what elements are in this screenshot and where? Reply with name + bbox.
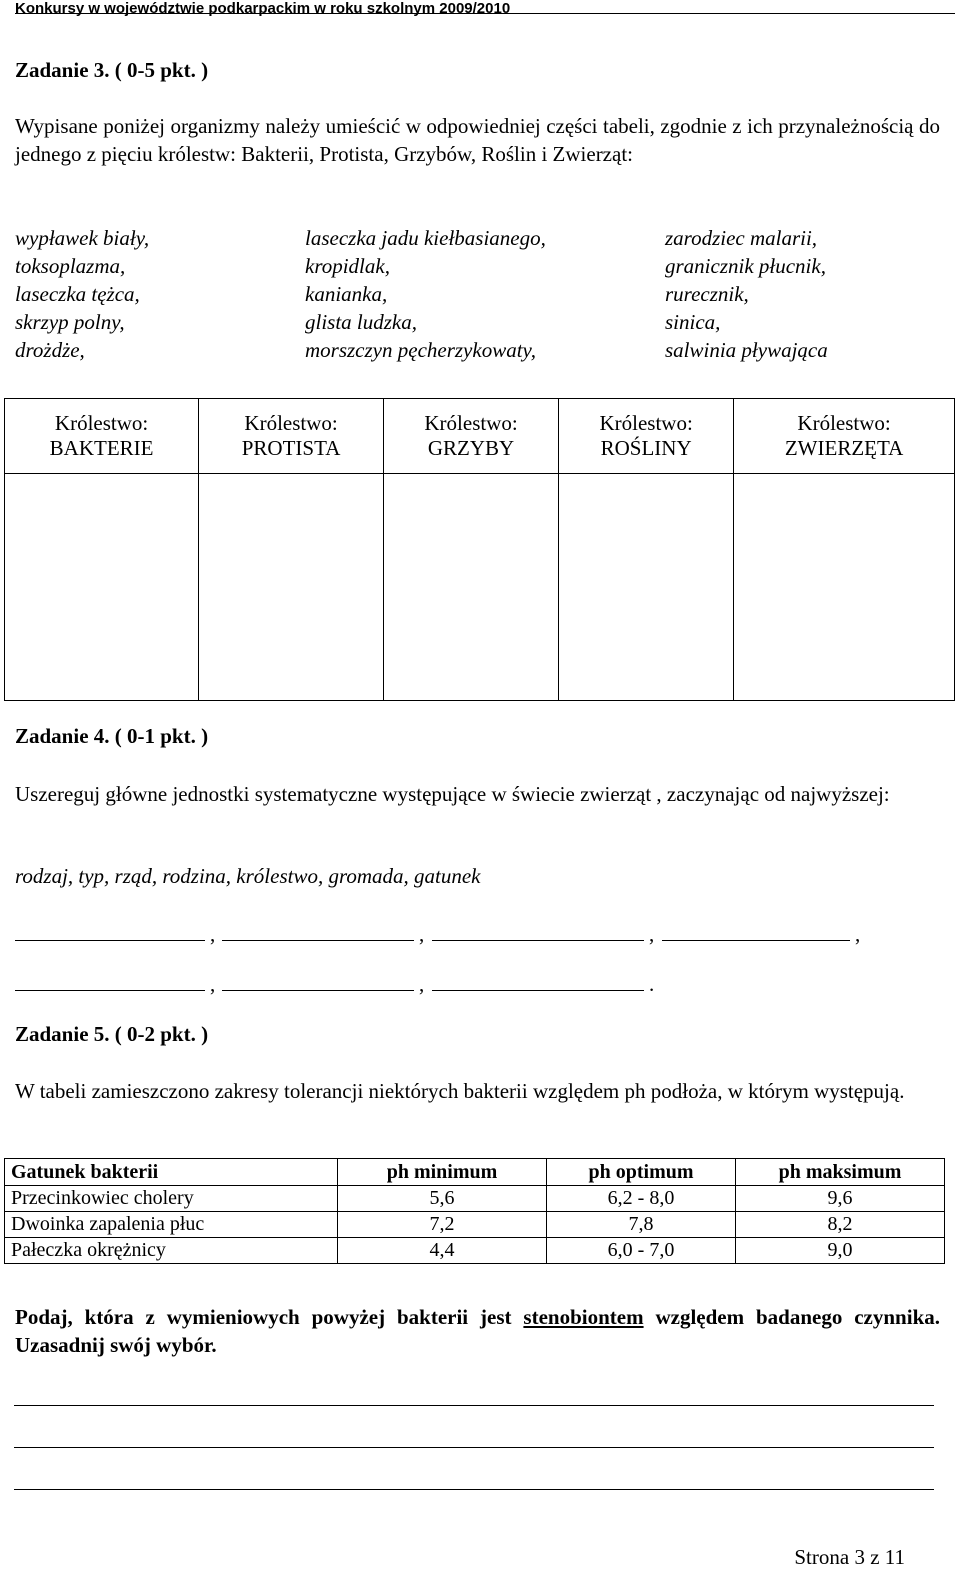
kingdom-header-protista: Królestwo: PROTISTA: [199, 399, 384, 474]
table-cell: Dwoinka zapalenia płuc: [5, 1212, 338, 1238]
table-row: [5, 1186, 945, 1212]
answer-blank[interactable]: [15, 940, 205, 941]
column-header: ph optimum: [547, 1159, 736, 1186]
table-cell: 7,8: [547, 1212, 736, 1238]
comma: ,: [419, 922, 425, 946]
comma: ,: [855, 922, 861, 946]
organism: wypławek biały,: [15, 226, 150, 250]
answer-blank[interactable]: [432, 990, 644, 991]
column-header: ph minimum: [338, 1159, 547, 1186]
answer-line[interactable]: [14, 1489, 934, 1490]
answer-blank[interactable]: [222, 940, 414, 941]
answer-cell-rosliny[interactable]: [559, 474, 734, 701]
answer-cell-protista[interactable]: [199, 474, 384, 701]
kingdom-header-bakterie: Królestwo: BAKTERIE: [5, 399, 199, 474]
table-row: [5, 1238, 945, 1264]
table-cell: 7,2: [338, 1212, 547, 1238]
task5-question: Podaj, która z wymieniowych powyżej bakterii jest stenobiontem względem badanego czynnika. Uzasadnij swój wybór.: [15, 1305, 940, 1357]
table-cell: Pałeczka okrężnicy: [5, 1238, 338, 1264]
organisms-col-2: [305, 224, 546, 364]
organism: zarodziec malarii,: [665, 226, 818, 250]
table-cell: 9,0: [736, 1238, 945, 1264]
page-header: Konkursy w województwie podkarpackim w roku szkolnym 2009/2010: [15, 0, 511, 17]
task5-title: Zadanie 5. ( 0-2 pkt. ): [15, 1022, 209, 1046]
comma: ,: [419, 972, 425, 996]
organism: morszczyn pęcherzykowaty,: [305, 338, 536, 362]
task5-text: W tabeli zamieszczono zakresy tolerancji niektórych bakterii względem ph podłoża, w którym występują.: [15, 1079, 905, 1103]
answer-cell-bakterie[interactable]: [5, 474, 199, 701]
table-header-row: [5, 1159, 945, 1186]
organisms-col-1: [15, 224, 149, 364]
kingdom-header-rosliny: Królestwo: ROŚLINY: [559, 399, 734, 474]
column-header: Gatunek bakterii: [5, 1159, 338, 1186]
organism: sinica,: [665, 310, 721, 334]
organism: salwinia pływająca: [665, 338, 828, 362]
organism: kanianka,: [305, 282, 388, 306]
answer-cell-grzyby[interactable]: [384, 474, 559, 701]
organism: granicznik płucnik,: [665, 254, 826, 278]
table-cell: 4,4: [338, 1238, 547, 1264]
table-cell: 6,0 - 7,0: [547, 1238, 736, 1264]
organism: glista ludzka,: [305, 310, 418, 334]
answer-blank[interactable]: [222, 990, 414, 991]
organism: skrzyp polny,: [15, 310, 125, 334]
organism: drożdże,: [15, 338, 85, 362]
table-row: [5, 1212, 945, 1238]
organism: laseczka jadu kiełbasianego,: [305, 226, 546, 250]
kingdom-header-grzyby: Królestwo: GRZYBY: [384, 399, 559, 474]
organisms-col-3: [665, 224, 828, 364]
task4-title: Zadanie 4. ( 0-1 pkt. ): [15, 724, 209, 748]
answer-blank[interactable]: [15, 990, 205, 991]
table-cell: 9,6: [736, 1186, 945, 1212]
answer-cell-zwierzeta[interactable]: [734, 474, 955, 701]
table-cell: 5,6: [338, 1186, 547, 1212]
answer-line[interactable]: [14, 1447, 934, 1448]
column-header: ph maksimum: [736, 1159, 945, 1186]
organism: laseczka tężca,: [15, 282, 140, 306]
kingdoms-table: [4, 398, 955, 701]
answer-blank[interactable]: [662, 940, 850, 941]
task3-text: Wypisane poniżej organizmy należy umieścić w odpowiedniej części tabeli, zgodnie z ich przynależnością do jednego z pięciu królestw: Bakterii, Protista, Grzybów, Roślin i Zwierząt:: [15, 114, 940, 166]
page-number: Strona 3 z 11: [794, 1545, 905, 1569]
table-cell: 6,2 - 8,0: [547, 1186, 736, 1212]
period: .: [649, 972, 655, 996]
comma: ,: [210, 972, 216, 996]
comma: ,: [649, 922, 655, 946]
comma: ,: [210, 922, 216, 946]
table-cell: 8,2: [736, 1212, 945, 1238]
answer-line[interactable]: [14, 1405, 934, 1406]
task3-title: Zadanie 3. ( 0-5 pkt. ): [15, 58, 209, 82]
stenobiont-term: stenobiontem: [523, 1305, 644, 1329]
task4-text: Uszereguj główne jednostki systematyczne występujące w świecie zwierząt , zaczynając od najwyższej:: [15, 782, 890, 806]
ph-table: [4, 1158, 945, 1264]
answer-blank[interactable]: [432, 940, 644, 941]
task4-units: rodzaj, typ, rząd, rodzina, królestwo, gromada, gatunek: [15, 864, 481, 888]
kingdom-header-zwierzeta: Królestwo: ZWIERZĘTA: [734, 399, 955, 474]
organism: rurecznik,: [665, 282, 749, 306]
organism: toksoplazma,: [15, 254, 126, 278]
organism: kropidlak,: [305, 254, 390, 278]
table-cell: Przecinkowiec cholery: [5, 1186, 338, 1212]
header-divider: [15, 13, 955, 14]
